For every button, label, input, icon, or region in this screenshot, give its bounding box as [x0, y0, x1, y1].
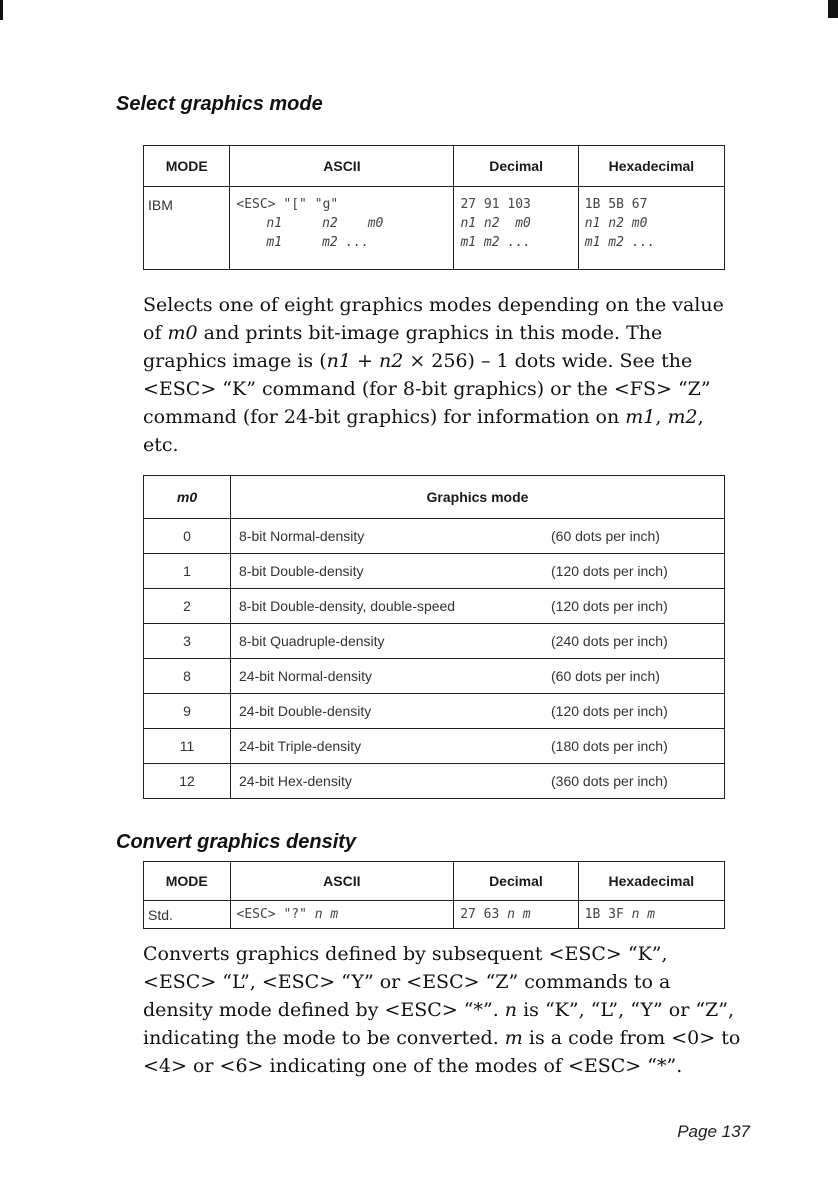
table-row — [144, 694, 725, 729]
section-title-convert-graphics-density: Convert graphics density — [116, 831, 357, 853]
mode-name: 8-bit Double-density, double-speed — [239, 598, 456, 614]
table-header-row — [144, 146, 725, 187]
p1-text-1: Selects one of eight graphics modes depending on the value of — [143, 294, 724, 344]
ascii-cell — [230, 901, 454, 929]
p1-text-5: , — [655, 406, 668, 428]
decimal-cell — [454, 901, 578, 929]
mode-cell — [231, 519, 725, 554]
table-row — [144, 554, 725, 589]
mode-cell: IBM — [144, 187, 230, 270]
page-number: Page 137 — [677, 1122, 750, 1141]
p2-text-3: is a code from <0> to <4> or <6> indicating one of the modes of <ESC> “*”. — [143, 1027, 741, 1077]
p1-text-3: + — [350, 350, 379, 372]
ascii-args: n m — [314, 907, 339, 922]
m0-cell: 9 — [144, 694, 231, 729]
decimal-command: 27 63 — [460, 907, 500, 922]
scan-edge-mark-left — [0, 0, 3, 20]
section-title-select-graphics-mode: Select graphics mode — [116, 93, 323, 115]
decimal-line-1: 27 91 103 — [460, 197, 531, 212]
table-row — [144, 901, 725, 929]
hex-line-2-text: n1 n2 m0 — [584, 216, 648, 231]
table-row — [144, 659, 725, 694]
p2-text-2: is “K”, “L”, “Y” or “Z”, indicating the mode to be converted. — [143, 999, 734, 1049]
mode-name: 24-bit Triple-density — [239, 738, 362, 754]
hex-line-3-text: m1 m2 ... — [584, 235, 656, 250]
ascii-line-3 — [236, 235, 453, 254]
mode-cell: Std. — [144, 901, 231, 929]
convert-graphics-density-table — [143, 861, 725, 929]
header-graphics-mode: Graphics mode — [231, 476, 725, 519]
ascii-line-2 — [236, 216, 453, 235]
ascii-cell — [230, 187, 454, 270]
m0-cell: 2 — [144, 589, 231, 624]
hex-command: 1B 3F — [584, 907, 624, 922]
hex-cell — [578, 901, 724, 929]
decimal-cell — [454, 187, 578, 270]
p1-var-m2: m2 — [667, 406, 698, 428]
decimal-line-3 — [460, 235, 577, 254]
p1-var-n2: n2 — [378, 350, 404, 372]
m0-cell: 12 — [144, 764, 231, 799]
header-mode: MODE — [144, 862, 231, 901]
table-header-row — [144, 476, 725, 519]
select-graphics-mode-table — [143, 145, 725, 270]
table-row — [144, 624, 725, 659]
mode-cell — [231, 624, 725, 659]
paragraph-convert-graphics-description — [143, 940, 743, 1080]
hex-line-3 — [585, 235, 724, 254]
mode-dpi: (60 dots per inch) — [551, 528, 660, 544]
ascii-m2: m2 ... — [322, 235, 370, 250]
mode-dpi: (60 dots per inch) — [551, 668, 660, 684]
ascii-n1: n1 — [266, 216, 283, 231]
p1-var-m0: m0 — [167, 322, 198, 344]
header-decimal: Decimal — [454, 146, 578, 187]
m0-cell: 1 — [144, 554, 231, 589]
p1-text-2: and prints bit-image graphics in this mode. The graphics image is ( — [143, 322, 663, 372]
hex-args: n m — [631, 907, 656, 922]
mode-dpi: (120 dots per inch) — [551, 598, 668, 614]
decimal-line-2 — [460, 216, 577, 235]
header-m0: m0 — [144, 476, 231, 519]
mode-cell — [231, 659, 725, 694]
table-row — [144, 764, 725, 799]
header-mode: MODE — [144, 146, 230, 187]
table-row — [144, 589, 725, 624]
header-decimal: Decimal — [454, 862, 578, 901]
ascii-n2: n2 — [322, 216, 338, 231]
m0-cell: 0 — [144, 519, 231, 554]
hex-line-2 — [585, 216, 724, 235]
mode-name: 24-bit Hex-density — [239, 773, 352, 789]
mode-cell — [231, 589, 725, 624]
decimal-line-3-text: m1 m2 ... — [460, 235, 531, 250]
p2-var-n: n — [504, 999, 518, 1021]
decimal-args: n m — [507, 907, 531, 922]
ascii-m1: m1 — [266, 235, 283, 250]
table-row — [144, 729, 725, 764]
mode-name: 24-bit Double-density — [239, 703, 372, 719]
header-hexadecimal: Hexadecimal — [578, 862, 724, 901]
p1-text-6: , etc. — [143, 406, 704, 456]
mode-cell — [231, 694, 725, 729]
header-ascii: ASCII — [230, 146, 454, 187]
scan-edge-mark-right — [828, 0, 838, 18]
ascii-line-1: <ESC> "[" "g" — [236, 197, 339, 212]
mode-cell — [231, 764, 725, 799]
graphics-modes-table — [143, 475, 725, 799]
ascii-m0: m0 — [367, 216, 384, 231]
table-row — [144, 187, 725, 270]
mode-dpi: (360 dots per inch) — [551, 773, 668, 789]
hex-line-1: 1B 5B 67 — [584, 197, 648, 212]
m0-cell: 11 — [144, 729, 231, 764]
mode-dpi: (240 dots per inch) — [551, 633, 668, 649]
mode-name: 8-bit Quadruple-density — [239, 633, 385, 649]
m0-cell: 3 — [144, 624, 231, 659]
paragraph-select-graphics-description — [143, 291, 743, 459]
hex-cell — [578, 187, 724, 270]
mode-dpi: (120 dots per inch) — [551, 703, 668, 719]
header-ascii: ASCII — [230, 862, 454, 901]
ascii-command: <ESC> "?" — [236, 907, 307, 922]
p1-text-4: × 256) – 1 dots wide. See the <ESC> “K” command (for 8-bit graphics) or the <FS> “Z” command (for 24-bit graphics) for information on — [143, 350, 711, 428]
mode-name: 24-bit Normal-density — [239, 668, 373, 684]
p2-text-1: Converts graphics defined by subsequent <ESC> “K”, <ESC> “L”, <ESC> “Y” or <ESC> “Z” commands to a density mode defined by <ESC> “*”. — [143, 943, 671, 1021]
p1-var-n1: n1 — [326, 350, 351, 372]
mode-name: 8-bit Normal-density — [239, 528, 365, 544]
table-header-row — [144, 862, 725, 901]
mode-dpi: (120 dots per inch) — [551, 563, 668, 579]
mode-name: 8-bit Double-density — [239, 563, 364, 579]
p1-var-m1: m1 — [625, 406, 656, 428]
decimal-line-2-text: n1 n2 m0 — [460, 216, 531, 231]
header-hexadecimal: Hexadecimal — [578, 146, 724, 187]
table-row — [144, 519, 725, 554]
m0-cell: 8 — [144, 659, 231, 694]
mode-cell — [231, 554, 725, 589]
mode-cell — [231, 729, 725, 764]
p2-var-m: m — [504, 1027, 523, 1049]
mode-dpi: (180 dots per inch) — [551, 738, 668, 754]
